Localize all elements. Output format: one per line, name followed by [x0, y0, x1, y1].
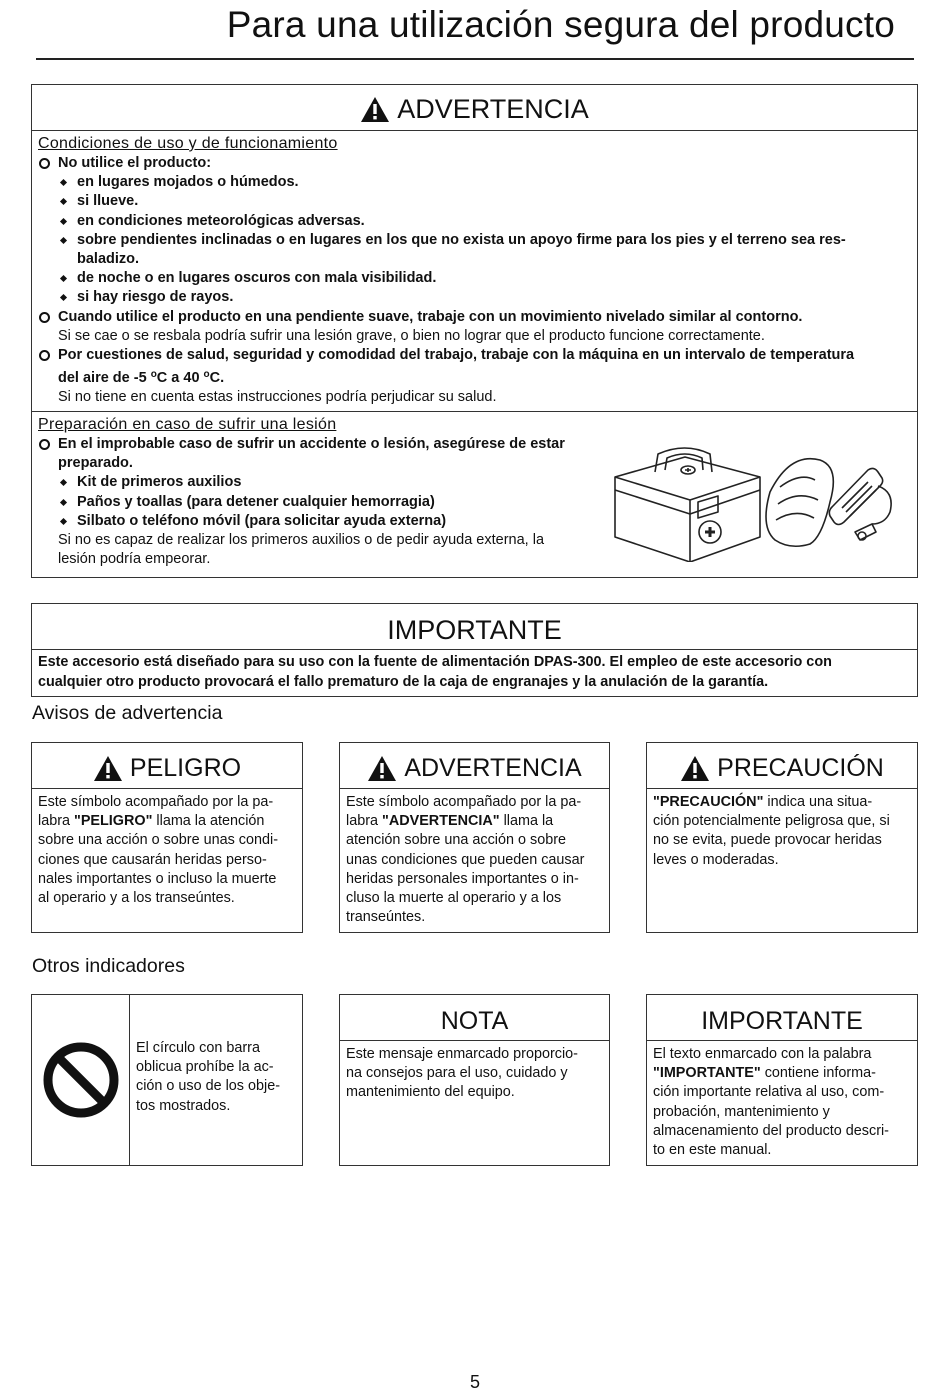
warning-triangle-icon	[367, 755, 397, 782]
circle-bullet-icon	[39, 439, 50, 450]
important-box-title: IMPORTANTE	[387, 615, 562, 645]
advertencia-header	[340, 743, 609, 789]
warning-triangle-icon	[680, 755, 710, 782]
first-aid-kit-illustration	[610, 432, 910, 562]
diamond-bullet-icon	[60, 275, 67, 282]
list-item-note: Si no tiene en cuenta estas instrucciones podría perjudicar su salud.	[58, 389, 497, 406]
diamond-bullet-icon	[60, 499, 67, 506]
page-title: Para una utilización segura del producto	[226, 4, 895, 45]
diamond-bullet-icon	[60, 294, 67, 301]
list-item: Kit de primeros auxilios	[32, 473, 917, 492]
warning-box-header	[32, 85, 917, 131]
list-item: Por cuestiones de salud, seguridad y comodidad del trabajo, trabaje con la máquina en un intervalo de temperatura	[32, 346, 917, 365]
list-item: En el improbable caso de sufrir un accidente o lesión, asegúrese de estar	[32, 435, 917, 454]
important-box	[31, 603, 918, 697]
diamond-bullet-icon	[60, 479, 67, 486]
peligro-header	[32, 743, 302, 789]
nota-body: Este mensaje enmarcado proporcio- na consejos para el uso, cuidado y mantenimiento del equipo.	[346, 1046, 578, 1101]
advertencia-body: Este símbolo acompañado por la pa- labra "ADVERTENCIA" llama la atención sobre una acción o sobre unas condiciones que pueden causar heridas personales importantes o in- cluso la muerte al operario y a los transeúntes.	[346, 794, 585, 926]
list-item: si hay riesgo de rayos.	[32, 288, 917, 307]
list-item-continued: del aire de -5 $^o$C a 40 $^o$C.	[58, 369, 225, 387]
diamond-bullet-icon	[60, 518, 67, 525]
list-item-note: Si se cae o se resbala podría sufrir una lesión grave, o bien no lograr que el producto funcione correctamente.	[58, 327, 765, 344]
prohibition-body: El círculo con barra oblicua prohíbe la ac- ción o uso de los obje- tos mostrados.	[136, 1040, 280, 1114]
nota-header	[340, 995, 609, 1041]
peligro-title: PELIGRO	[129, 754, 242, 782]
list-item: No utilice el producto:	[32, 154, 917, 173]
diamond-bullet-icon	[60, 237, 67, 244]
warning-triangle-icon	[93, 755, 123, 782]
list-item: en lugares mojados o húmedos.	[32, 173, 917, 192]
list-item-continued: preparado.	[58, 455, 133, 472]
important-text-line: Este accesorio está diseñado para su uso con la fuente de alimentación DPAS-300. El empleo de este accesorio con	[38, 654, 832, 670]
prohibition-box	[31, 994, 303, 1166]
list-item-continued: baladizo.	[77, 251, 140, 268]
conditions-section	[32, 135, 917, 412]
list-item-note: lesión podría empeorar.	[58, 551, 211, 568]
title-divider	[36, 58, 914, 60]
advertencia-box	[339, 742, 610, 933]
circle-bullet-icon	[39, 312, 50, 323]
otros-heading: Otros indicadores	[32, 955, 185, 977]
list-item: de noche o en lugares oscuros con mala visibilidad.	[32, 269, 917, 288]
page-number: 5	[469, 1372, 480, 1391]
advertencia-title: ADVERTENCIA	[404, 754, 582, 782]
diamond-bullet-icon	[60, 218, 67, 225]
injury-title: Preparación en caso de sufrir una lesión	[38, 416, 337, 433]
list-item: en condiciones meteorológicas adversas.	[32, 212, 917, 231]
peligro-box	[31, 742, 303, 933]
precaucion-header	[647, 743, 917, 789]
peligro-body: Este símbolo acompañado por la pa- labra "PELIGRO" llama la atención sobre una acción o sobre unas condi- ciones que causarán heridas perso- nales importantes o incluso la muerte al operario y a los transeúntes.	[38, 794, 278, 907]
list-item: sobre pendientes inclinadas o en lugares en los que no exista un apoyo firme para los pies y el terreno sea res-	[32, 231, 917, 250]
warning-box-title: ADVERTENCIA	[397, 94, 589, 124]
importante-box	[646, 994, 918, 1166]
circle-bullet-icon	[39, 350, 50, 361]
injury-section	[32, 416, 917, 584]
diamond-bullet-icon	[60, 179, 67, 186]
precaucion-body: "PRECAUCIÓN" indica una situa- ción potencialmente peligrosa que, si no se evita, puede provocar heridas leves o moderadas.	[653, 794, 890, 868]
warning-triangle-icon	[360, 96, 390, 123]
nota-box	[339, 994, 610, 1166]
nota-title: NOTA	[440, 1007, 509, 1035]
importante-title: IMPORTANTE	[701, 1007, 863, 1035]
diamond-bullet-icon	[60, 198, 67, 205]
precaucion-title: PRECAUCIÓN	[717, 754, 884, 782]
list-item: si llueve.	[32, 192, 917, 211]
precaucion-box	[646, 742, 918, 933]
prohibition-icon	[41, 1040, 121, 1120]
prohibition-icon-cell	[32, 995, 130, 1165]
warning-box	[31, 84, 918, 578]
list-item-note: Si no es capaz de realizar los primeros auxilios o de pedir ayuda externa, la	[58, 532, 545, 549]
list-item: Silbato o teléfono móvil (para solicitar ayuda externa)	[32, 512, 917, 531]
important-box-header	[32, 604, 917, 650]
list-item: Paños y toallas (para detener cualquier hemorragia)	[32, 493, 917, 512]
conditions-title: Condiciones de uso y de funcionamiento	[38, 135, 338, 152]
importante-header	[647, 995, 917, 1041]
important-text-line: cualquier otro producto provocará el fallo prematuro de la caja de engranajes y la anulación de la garantía.	[38, 673, 769, 690]
circle-bullet-icon	[39, 158, 50, 169]
importante-body: El texto enmarcado con la palabra "IMPORTANTE" contiene informa- ción importante relativa al uso, com- probación, mantenimiento y almacenamiento del producto descri- to en este manual.	[653, 1046, 889, 1159]
avisos-heading: Avisos de advertencia	[32, 702, 223, 724]
list-item: Cuando utilice el producto en una pendiente suave, trabaje con un movimiento nivelado similar al contorno.	[32, 308, 917, 327]
